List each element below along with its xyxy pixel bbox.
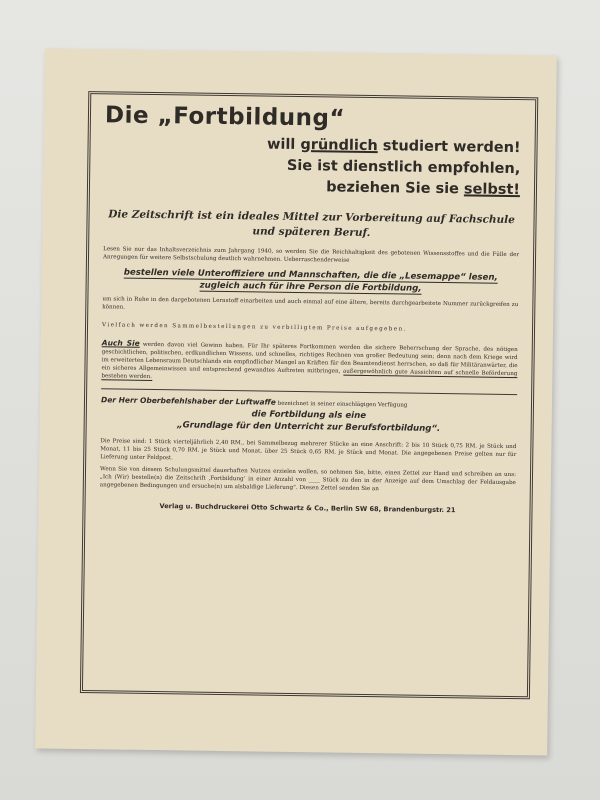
oberbefehlshaber-lead: Der Herr Oberbefehlshaber der Luftwaffe	[100, 395, 276, 407]
headline-line-1-post: studiert werden!	[377, 138, 521, 157]
paragraph-sammelbestellungen: Vielfach werden Sammelbestellungen zu verbilligtem Preise aufgegeben.	[102, 322, 407, 333]
headline-line-3	[104, 174, 520, 201]
paper-sheet	[35, 48, 557, 755]
auch-sie-lead: Auch Sie	[101, 338, 140, 348]
document-border	[80, 91, 538, 699]
publisher-line: Verlag u. Buchdruckerei Otto Schwartz & Co., Berlin SW 68, Brandenburgstr. 21	[159, 502, 456, 515]
emphasis-text: bestellen viele Unteroffiziere und Mannschaften, die die „Lesemappe“ lesen, zugleich auch für ihre Person die Fortbildung,	[123, 267, 498, 294]
auch-sie-body: werden davon viel Gewinn haben. Für Ihr späteres Fortkommen werden die sichere Beherrschung der Sprache, des nötigen geschichtlichen, politischen, erdkundlichen Wissens, und schnelles, richtiges Rechnen von großer Bedeutung sein; denn nach dem Kriege wird im erweiterten Lebensraum Deutschlands ein empfindlicher Mangel an Kräften für den Beamtendienst herrschen, so daß für Militäranwärter, die ein sicheres Allgemeinwissen und entsprechend gewandtes Auftreten mitbringen,	[101, 341, 518, 375]
headline-emphasis-selbst: selbst!	[463, 181, 521, 199]
headline	[104, 132, 521, 201]
fortbildung-line: die Fortbildung als eine	[251, 409, 367, 421]
prices-paragraph: Die Preise sind: 1 Stück vierteljährlich 2,40 RM., bei Sammelbezug mehrerer Stücke an eine Anschrift: 2 bis 10 Stück 0,75 RM. je Stück und Monat, 11 bis 25 Stück 0,70 RM. je Stück und Monat, über 25 Stück 0,65 RM. je Stück und Monat. Die angegebenen Preise gelten nur für Lieferung unter Feldpost.	[100, 438, 517, 462]
oberbefehlshaber-rest: bezeichnet in seiner einschlägigen Verfügung	[275, 400, 408, 409]
order-paragraph: Wenn Sie von diesem Schulungsmittel dauerhaften Nutzen erzielen wollen, so nehmen Sie, bitte, einen Zettel zur Hand und schreiben an uns: „Ich (Wir) bestelle(n) die Zeitschrift ‚Fortbildung‘ in einer Anzahl von ____ Stück zu den in der Anzeige auf dem Umschlag der Feldausgabe angegebenen Bedingungen und ersuche(n) um alsbaldige Lieferung“. Diesen Zettel senden Sie an	[99, 466, 517, 493]
document-title: Die „Fortbildung“	[104, 102, 346, 132]
headline-line-2: Sie ist dienstlich empfohlen,	[286, 157, 521, 178]
paragraph-auch-sie	[101, 339, 518, 386]
paragraph-inhaltsverzeichnis: Lesen Sie nur das Inhaltsverzeichnis zum Jahrgang 1940, so werden Sie die Reichhaltigkeit des gebotenen Wissensstoffes und die Fülle der Anregungen für weitere Selbstschulung deutlich wahrnehmen. Ueberraschenderweise	[102, 246, 520, 264]
grundlage-line: „Grundlage für den Unterricht zur Berufsfortbildung“.	[176, 420, 441, 435]
headline-emphasis-gruendlich: gründlich	[300, 137, 378, 155]
headline-line-1-pre: will	[266, 136, 301, 154]
headline-line-3-pre: beziehen Sie sie	[326, 179, 465, 198]
auch-sie-underlined: außergewöhnlich gute Aussichten auf schnelle Beförderung bestehen werden.	[101, 368, 518, 380]
paragraph-lernstoff: um sich in Ruhe in den dargebotenen Lernstoff einarbeiten und auch einmal auf eine ältere, bereits durchgearbeitete Nummer zurückgreifen zu können.	[102, 296, 519, 311]
emphasis-block	[103, 266, 519, 296]
subheading: Die Zeitschrift ist ein ideales Mittel zur Vorbereitung auf Fachschule und späteren Beruf.	[108, 208, 515, 240]
section-divider	[101, 388, 517, 395]
